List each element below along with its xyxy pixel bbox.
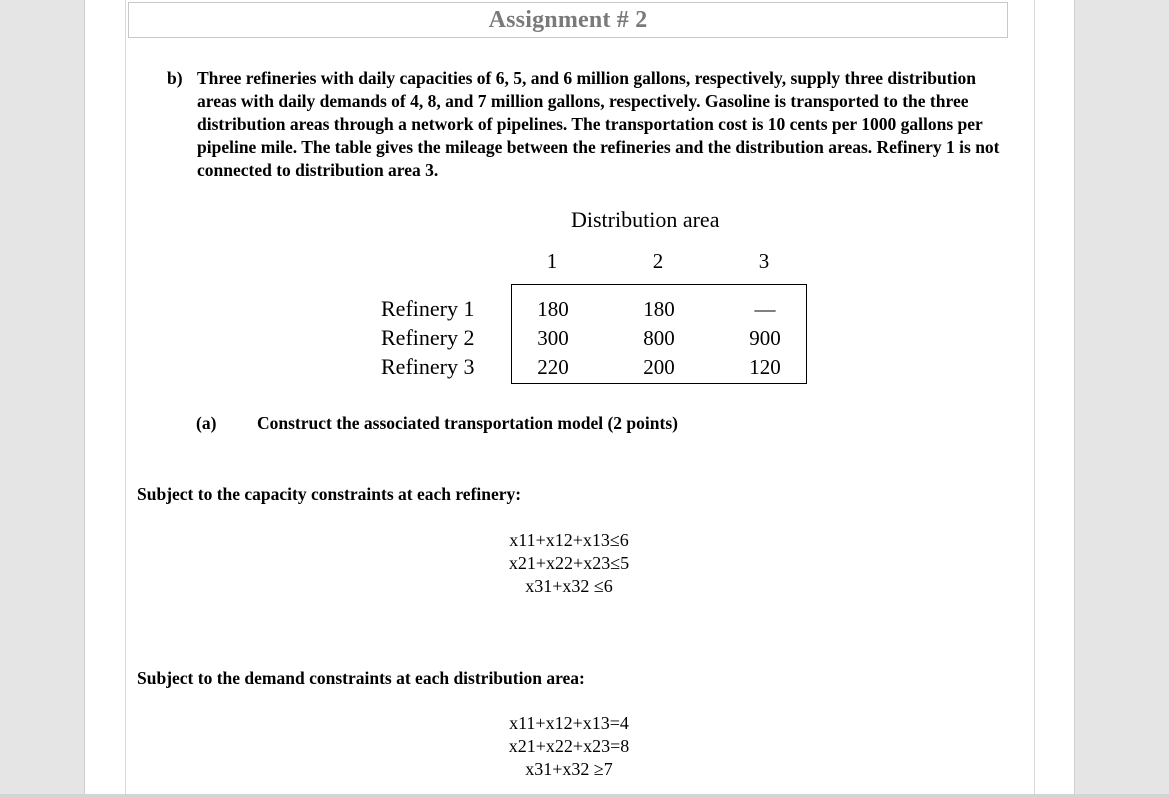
table-cell: 900 (749, 326, 781, 350)
constraint-line: x21+x22+x23=8 (508, 736, 630, 756)
table-cell: 300 (537, 326, 569, 350)
table-cell: 180 (537, 297, 569, 321)
mileage-table (511, 284, 807, 384)
row-label-refinery-2: Refinery 2 (381, 325, 475, 350)
margin-guide-right (1034, 0, 1035, 794)
part-a-text: Construct the associated transportation model (2 points) (257, 413, 678, 433)
column-header-2: 2 (652, 249, 664, 273)
constraint-line: x11+x12+x13≤6 (509, 530, 629, 550)
document-page (84, 0, 1075, 795)
problem-text: Three refineries with daily capacities of 6, 5, and 6 million gallons, respectively, supply three distribution areas with daily demands of 4, 8, and 7 million gallons, respectively. Gasoline is transported to the three distribution areas through a network of pipelines. The transportation cost is 10 cents per 1000 gallons per pipeline mile. The table gives the mileage between the refineries and the distribution areas. Refinery 1 is not connected to distribution area 3. (197, 68, 1000, 180)
row-label-refinery-1: Refinery 1 (381, 296, 475, 321)
column-header-3: 3 (758, 249, 770, 273)
demand-constraints (469, 712, 669, 781)
page-title: Assignment # 2 (488, 7, 648, 33)
constraint-line: x31+x32 ≥7 (525, 759, 613, 779)
row-label-refinery-3: Refinery 3 (381, 354, 475, 379)
table-cell: 200 (643, 355, 675, 379)
constraint-line: x21+x22+x23≤5 (508, 553, 630, 573)
constraint-line: x31+x32 ≤6 (525, 576, 613, 596)
margin-guide-left (125, 0, 126, 794)
table-cell: 180 (643, 297, 675, 321)
header-box[interactable] (128, 2, 1008, 38)
table-cell: 220 (537, 355, 569, 379)
table-cell: 120 (749, 355, 781, 379)
constraint-line: x11+x12+x13=4 (509, 713, 629, 733)
table-cell: — (754, 297, 776, 321)
horizontal-scrollbar[interactable] (0, 794, 1169, 798)
capacity-heading: Subject to the capacity constraints at each refinery: (137, 484, 522, 504)
column-header-1: 1 (546, 249, 558, 273)
part-a-label: (a) (196, 413, 217, 433)
demand-heading: Subject to the demand constraints at each distribution area: (137, 668, 585, 688)
table-title: Distribution area (571, 207, 720, 232)
table-cell: 800 (643, 326, 675, 350)
capacity-constraints (469, 529, 669, 598)
problem-label: b) (167, 68, 183, 88)
row-labels (381, 294, 474, 381)
